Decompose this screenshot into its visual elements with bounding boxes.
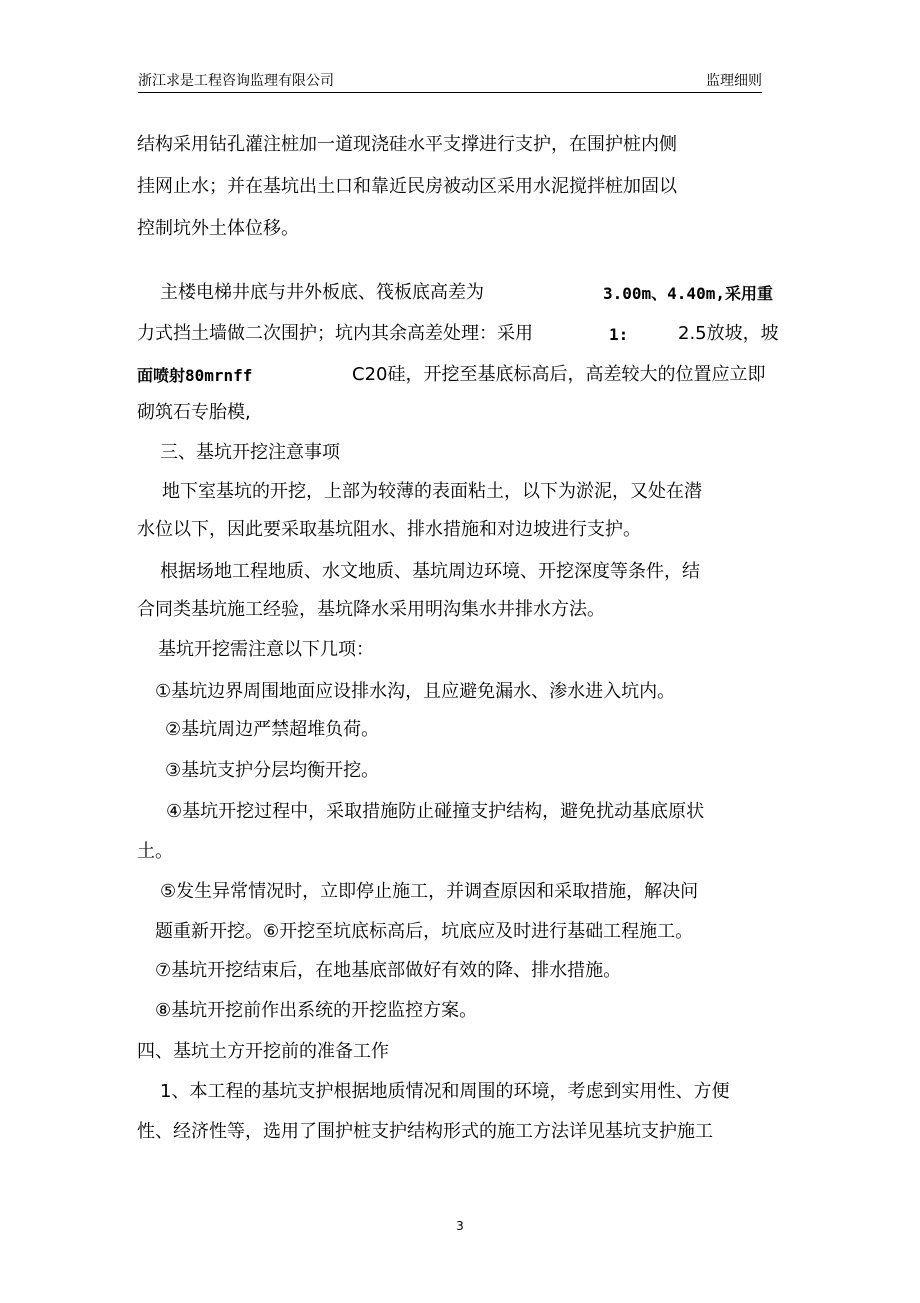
para2-line1 xyxy=(160,281,800,305)
list-item-2: ②基坑周边严禁超堆负荷。 xyxy=(165,719,380,740)
header-doc-type: 监理细则 xyxy=(706,73,762,89)
para2-line3 xyxy=(137,363,797,387)
para2-height-values: 3.00m、4.40m,采用重 xyxy=(603,284,773,303)
para2-line4: 砌筑石专胎模, xyxy=(137,402,251,423)
para1-line1: 结构采用钻孔灌注桩加一道现浇硅水平支撑进行支护，在围护桩内侧 xyxy=(137,134,677,155)
list-item-7: ⑦基坑开挖结束后，在地基底部做好有效的降、排水措施。 xyxy=(155,960,622,981)
para1-line2: 挂网止水；并在基坑出土口和靠近民房被动区采用水泥搅拌桩加固以 xyxy=(137,176,677,197)
section4-p1-line2: 性、经济性等，选用了围护桩支护结构形式的施工方法详见基坑支护施工 xyxy=(137,1121,713,1142)
page-header xyxy=(138,70,762,93)
list-item-1: ①基坑边界周围地面应设排水沟，且应避免漏水、渗水进入坑内。 xyxy=(155,681,676,702)
para2-slope-ratio-a: 1: xyxy=(609,325,629,344)
list-item-4-line1: ④基坑开挖过程中，采取措施防止碰撞支护结构，避免扰动基底原状 xyxy=(166,801,705,822)
para2-line2-text: 力式挡土墙做二次围护；坑内其余高差处理：采用 xyxy=(137,323,533,344)
section4-p1-line1: 1、本工程的基坑支护根据地质情况和周围的环境，考虑到实用性、方便 xyxy=(160,1081,730,1102)
para2-line3-text: C20硅，开挖至基底标高后，高差较大的位置应立即 xyxy=(352,364,766,385)
para1-line3: 控制坑外土体位移。 xyxy=(137,218,299,239)
list-item-5-line2: 题重新开挖。⑥开挖至坑底标高后，坑底应及时进行基础工程施工。 xyxy=(155,921,694,942)
section3-p2-line1: 根据场地工程地质、水文地质、基坑周边环境、开挖深度等条件，结 xyxy=(160,561,700,582)
list-item-4-line2: 土。 xyxy=(137,841,173,862)
list-item-5-line1: ⑤发生异常情况时，立即停止施工，并调查原因和采取措施，解决问 xyxy=(160,881,699,902)
list-item-8: ⑧基坑开挖前作出系统的开挖监控方案。 xyxy=(155,1000,478,1021)
section3-title: 三、基坑开挖注意事项 xyxy=(160,442,340,463)
section3-p2-line2: 合同类基坑施工经验，基坑降水采用明沟集水井排水方法。 xyxy=(137,599,605,620)
section4-title: 四、基坑土方开挖前的准备工作 xyxy=(137,1041,389,1062)
para2-line1-text: 主楼电梯井底与井外板底、筏板底高差为 xyxy=(160,282,484,303)
para2-spray-spec: 面喷射80mrnff xyxy=(137,366,253,385)
para2-slope-ratio-b: 2.5放坡，坡 xyxy=(678,323,779,344)
section3-p3: 基坑开挖需注意以下几项： xyxy=(158,639,374,660)
header-company: 浙江求是工程咨询监理有限公司 xyxy=(138,73,334,89)
list-item-3: ③基坑支护分层均衡开挖。 xyxy=(165,760,380,781)
para2-line2 xyxy=(137,322,797,346)
section3-p1-line1: 地下室基坑的开挖，上部为较薄的表面粘土，以下为淤泥，又处在潜 xyxy=(162,481,702,502)
page-number: 3 xyxy=(456,1219,464,1233)
section3-p1-line2: 水位以下，因此要采取基坑阻水、排水措施和对边坡进行支护。 xyxy=(137,519,641,540)
